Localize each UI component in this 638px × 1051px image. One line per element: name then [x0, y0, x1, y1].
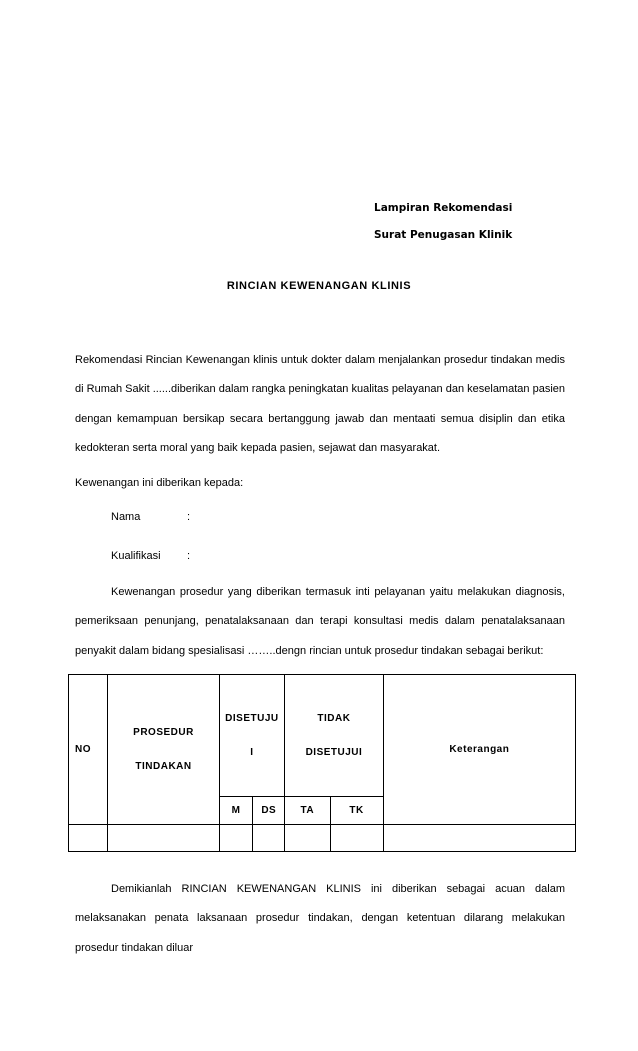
- paragraph-procedure-scope: Kewenangan prosedur yang diberikan termasuk inti pelayanan yaitu melakukan diagnosis, pemeriksaan penunjang, penatalaksanaan dan terapi konsultasi medis dalam penatalaksanaan penyakit dalam bidang spesialisasi ……..dengn rincian untuk prosedur tindakan sebagai berikut:: [75, 586, 565, 657]
- disetujui-line-2: I: [250, 746, 254, 758]
- tidak-line-2: DISETUJUI: [305, 746, 363, 758]
- prosedur-line-1: PROSEDUR: [133, 726, 194, 738]
- subheader-ta: TA: [285, 797, 330, 825]
- kualifikasi-label: Kualifikasi: [111, 550, 161, 562]
- disetujui-line-1: DISETUJU: [225, 712, 279, 724]
- clinical-authority-table: [68, 674, 576, 852]
- tidak-line-1: TIDAK: [317, 712, 351, 724]
- header-prosedur-tindakan: [108, 675, 219, 825]
- field-kualifikasi: [111, 550, 190, 562]
- header-tidak-disetujui: [285, 675, 384, 797]
- cell-ta: [285, 825, 330, 852]
- document-title: RINCIAN KEWENANGAN KLINIS: [226, 280, 412, 292]
- paragraph-recommendation: Rekomendasi Rincian Kewenangan klinis untuk dokter dalam menjalankan prosedur tindakan medis di Rumah Sakit ......diberikan dalam rangka peningkatan kualitas pelayanan dan keselamatan pasien dengan kemampuan bersikap secara bertanggung jawab dan mentaati semua disiplin dan etika kedokteran serta moral yang baik kepada pasien, sejawat dan masyarakat.: [75, 354, 565, 454]
- cell-tk: [330, 825, 383, 852]
- kualifikasi-separator: :: [187, 550, 191, 562]
- subheader-m: M: [219, 797, 253, 825]
- kewenangan-intro: Kewenangan ini diberikan kepada:: [75, 477, 244, 489]
- cell-m: [219, 825, 253, 852]
- header-keterangan: Keterangan: [383, 675, 575, 825]
- header-disetujui: [219, 675, 285, 797]
- cell-keterangan: [383, 825, 575, 852]
- cell-prosedur: [108, 825, 219, 852]
- subheader-ds: DS: [253, 797, 285, 825]
- cell-no: [69, 825, 108, 852]
- attachment-line-1: Lampiran Rekomendasi: [374, 202, 513, 214]
- nama-separator: :: [187, 511, 191, 523]
- paragraph-closing: Demikianlah RINCIAN KEWENANGAN KLINIS ini diberikan sebagai acuan dalam melaksanakan penata laksanaan prosedur tindakan, dengan ketentuan dilarang melakukan prosedur tindakan diluar: [75, 883, 565, 954]
- attachment-header: [374, 195, 512, 249]
- attachment-line-2: Surat Penugasan Klinik: [374, 229, 513, 241]
- cell-ds: [253, 825, 285, 852]
- field-nama: [111, 511, 190, 523]
- table-row: [69, 825, 576, 852]
- nama-label: Nama: [111, 511, 141, 523]
- subheader-tk: TK: [330, 797, 383, 825]
- header-no: NO: [69, 675, 108, 825]
- prosedur-line-2: TINDAKAN: [135, 760, 192, 772]
